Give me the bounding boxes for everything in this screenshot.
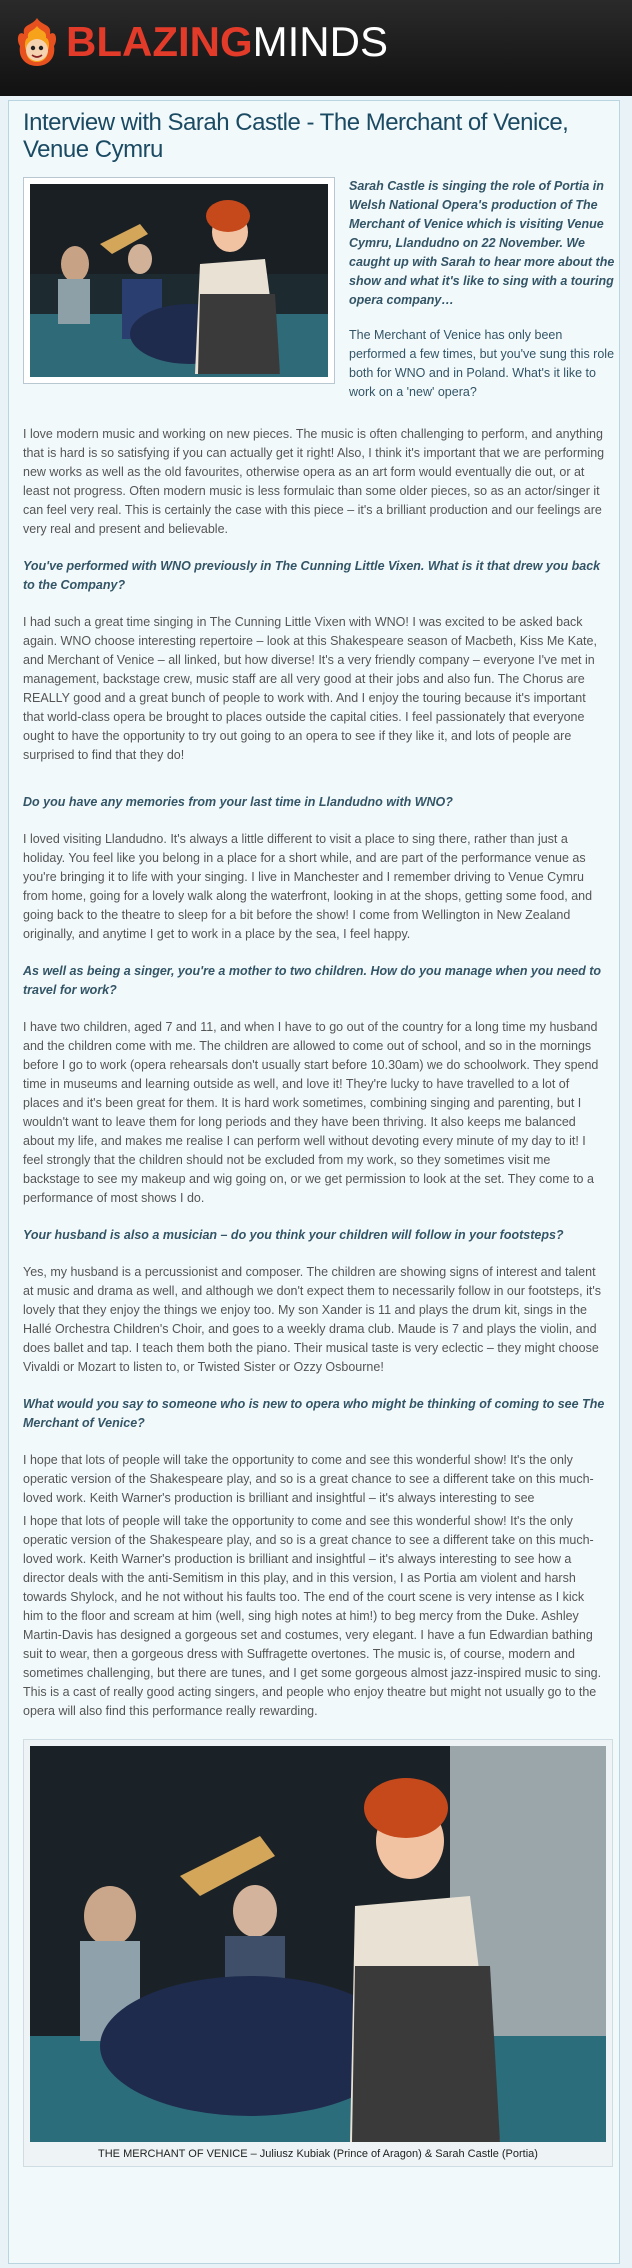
logo-text-minds: MINDS — [252, 18, 388, 65]
question-2: You've performed with WNO previously in The Cunning Little Vixen. What is it that drew you back to the Company? — [23, 559, 601, 592]
answer-6-truncated: I hope that lots of people will take the opportunity to come and see this wonderful show! It's the only operatic version of the Shakespeare play, and so is a great chance to see a different take on this much-loved work. Keith Warner's production is brilliant and insightful – it's always interesting to see — [23, 1453, 594, 1505]
question-6: What would you say to someone who is new to opera who might be thinking of coming to see The Merchant of Venice? — [23, 1397, 605, 1430]
answer-3: I loved visiting Llandudno. It's always a little different to visit a place to sing there, rather than just a holiday. You feel like you belong in a place for a short while, and are part of the performance venue as you're bringing it to life with your singing. I live in Manchester and I remember driving to Venue Cymru from home, going for a lovely walk along the waterfront, looking in at the shops, getting some food, and going back to the theatre to sleep for a bit before the show! I come from Wellington in New Zealand originally, and anytime I get to work in a place by the sea, I feel happy. — [23, 832, 593, 941]
article — [8, 100, 620, 2264]
answer-2: I had such a great time singing in The Cunning Little Vixen with WNO! I was excited to be asked back again. WNO choose interesting repertoire – look at this Shakespeare season of Macbeth, Kiss Me Kate, and Merchant of Venice – all linked, but how diverse! It's a very friendly company – everyone I've met in management, backstage crew, music staff are all very good at their jobs and also fun. The Chorus are REALLY good and a great bunch of people to work with. And I enjoy the touring because it's important that world-class opera be brought to places outside the capital cities. I feel passionately that everyone ought to have the opportunity to try out going to an opera to see if they like it, and lots of people are surprised to find that they do! — [23, 615, 597, 762]
answer-4: I have two children, aged 7 and 11, and when I have to go out of the country for a long time my husband and the children come with me. The children are allowed to come out of school, and so in the mornings before I go to work (opera rehearsals don't usually start before 10.30am) we do schoolwork. They spend time in museums and learning outside as well, and love it! They're lucky to have travelled to a lot of places and it's been great for them. It is hard work sometimes, combining singing and parenting, but I wouldn't want to leave them for long periods and they have been thriving. It also keeps me balanced about my life, and makes me realise I can perform well without devoting every minute of my day to it! I feel strongly that the children should not be excluded from my work, so they sometimes visit me backstage to see my makeup and wig going on, or we get permission to look at the set. They come to a performance of most shows I do. — [23, 1020, 599, 1205]
question-5: Your husband is also a musician – do you think your children will follow in your footsteps? — [23, 1228, 564, 1242]
mascot-icon — [14, 16, 60, 68]
site-header — [0, 0, 632, 96]
site-logo[interactable] — [14, 12, 388, 72]
intro-photo — [23, 177, 335, 384]
answer-6: I hope that lots of people will take the opportunity to come and see this wonderful show! It's the only operatic version of the Shakespeare play, and so is a great chance to see a different take on this much-loved work. Keith Warner's production is brilliant and insightful – it's always interesting to see how a director deals with the anti-Semitism in this play, and in this version, I as Portia am violent and harsh towards Shylock, and he not without his faults too. The end of the court scene is very intense as I kick him to the floor and scream at him (well, sing high notes at him!) to beg mercy from the Duke. Ashley Martin-Davis has designed a gorgeous set and costumes, very elegant. I have a fun Edwardian bathing suit to wear, then a gorgeous dress with Suffragette overtones. The music is, of course, modern and sometimes challenging, but there are tunes, and I get some gorgeous almost jazz-inspired music to sing. This is a cast of really good acting singers, and people who enjoy theatre but might not usually go to the opera will also find this performance really rewarding. — [23, 1514, 602, 1718]
article-title: Interview with Sarah Castle - The Merchant of Venice, Venue Cymru — [23, 109, 569, 163]
figure-photo — [30, 1746, 606, 2142]
question-3: Do you have any memories from your last time in Llandudno with WNO? — [23, 795, 453, 809]
logo-text-blazing: BLAZING — [66, 18, 253, 65]
figure-caption: THE MERCHANT OF VENICE – Juliusz Kubiak (Prince of Aragon) & Sarah Castle (Portia) — [98, 2148, 538, 2160]
answer-5: Yes, my husband is a percussionist and composer. The children are showing signs of interest and talent at music and drama as well, and although we don't expect them to necessarily follow in our footsteps, it's lovely that they enjoy the things we enjoy too. My son Xander is 11 and plays the drum kit, sings in the Hallé Orchestra Children's Choir, and goes to a weekly drama club. Maude is 7 and plays the violin, and does ballet and tap. I teach them both the piano. Their musical taste is very eclectic – they might choose Vivaldi or Mozart to listen to, or Twisted Sister or Ozzy Osbourne! — [23, 1265, 601, 1374]
article-lead: Sarah Castle is singing the role of Portia in Welsh National Opera's production of The Merchant of Venice which is visiting Venue Cymru, Llandudno on 22 November. We caught up with Sarah to hear more about the show and what it's like to sing with a touring opera company… — [349, 179, 615, 307]
answer-1: I love modern music and working on new pieces. The music is often challenging to perform, and anything that is hard is so satisfying if you can actually get it right! Also, I think it's important that we are performing new works as well as the old favourites, otherwise opera as an art form would eventually die out, or at least not progress. Often modern music is less formulaic than some older pieces, so as an actor/singer it can feel very real. This is certainly the case with this piece – it's a brilliant production and our feelings are very real and present and believable. — [23, 427, 605, 536]
figure — [23, 1739, 613, 2167]
article-intro — [23, 177, 615, 425]
logo-wordmark — [66, 18, 388, 66]
question-1: The Merchant of Venice has only been performed a few times, but you've sung this role both for WNO and in Poland. What's it like to work on a 'new' opera? — [349, 328, 615, 399]
intro-photo-graphic — [30, 184, 328, 377]
question-4: As well as being a singer, you're a mother to two children. How do you manage when you need to travel for work? — [23, 964, 602, 997]
intro-text — [349, 177, 621, 402]
